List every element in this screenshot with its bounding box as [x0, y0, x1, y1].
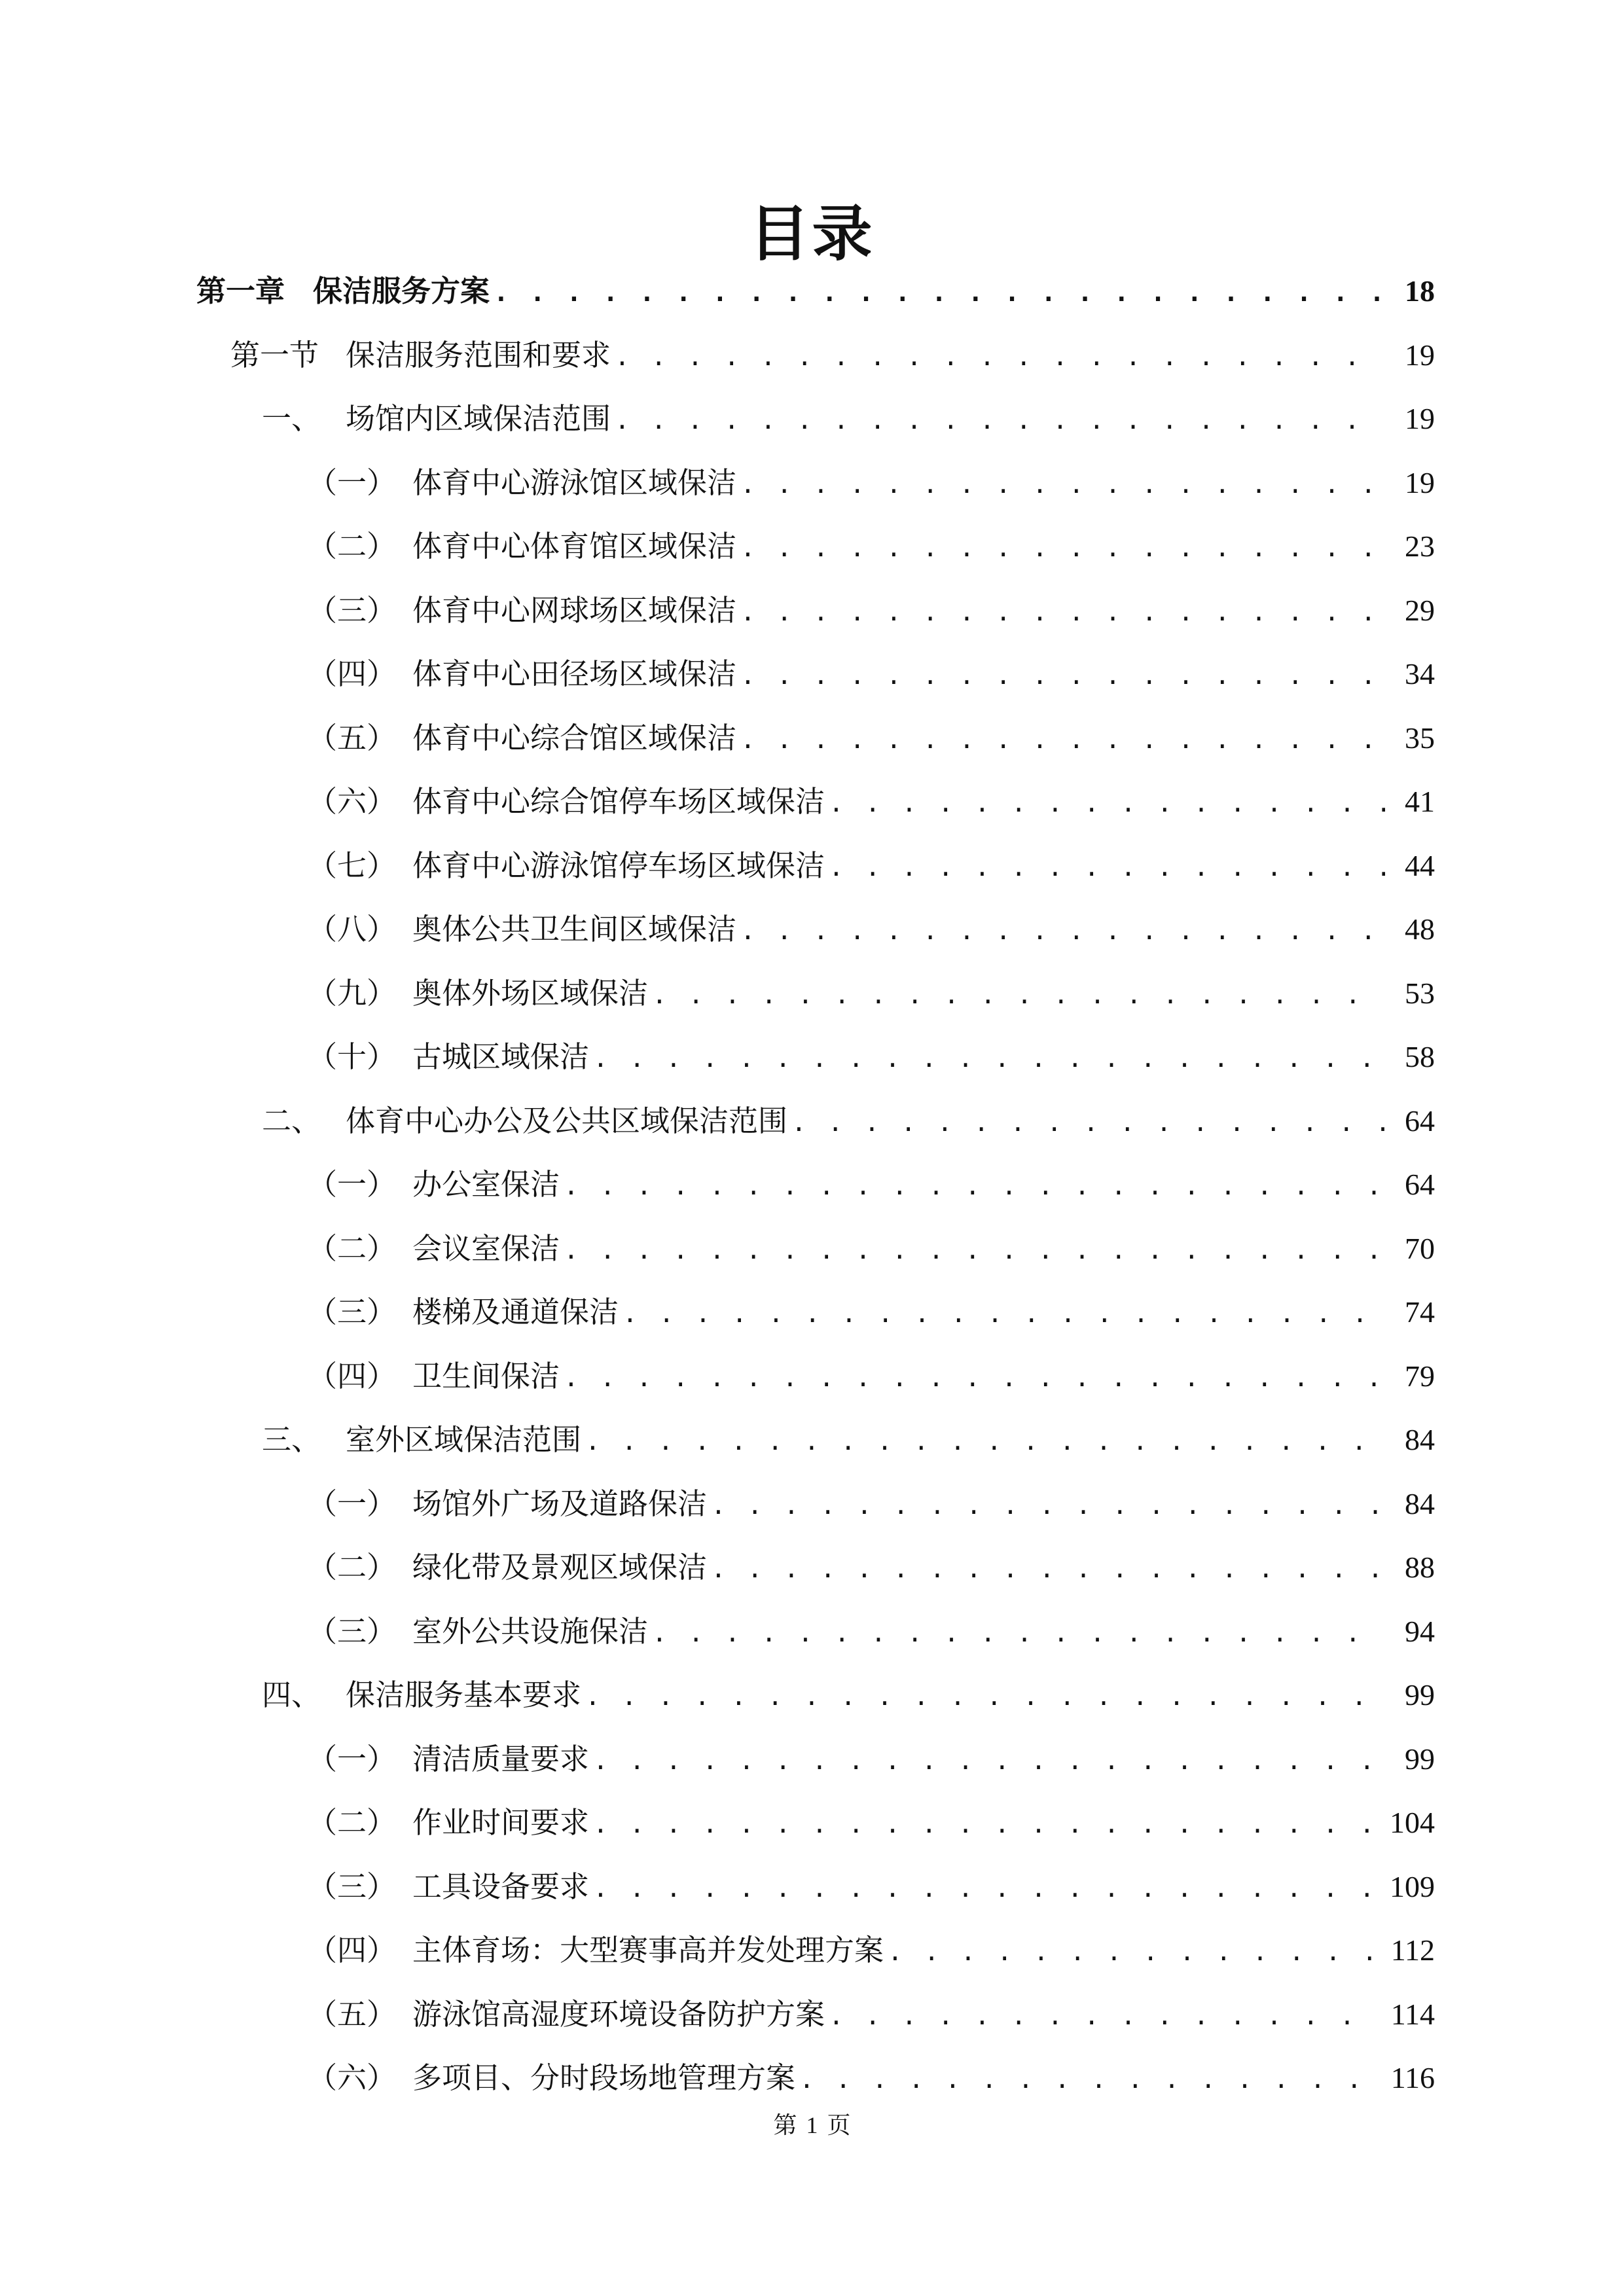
toc-dot-leader [829, 1993, 1380, 2039]
toc-dot-leader [564, 1227, 1385, 1273]
toc-entry[interactable] [308, 1864, 1435, 1910]
toc-entry-title: 清洁质量要求 [412, 1741, 590, 1776]
toc-entry-title: 体育中心网球场区域保洁 [412, 592, 737, 628]
toc-entry[interactable] [308, 1289, 1435, 1335]
toc-entry[interactable] [262, 1098, 1435, 1144]
toc-entry-title: 室外公共设施保洁 [412, 1613, 649, 1649]
toc-entry-number: （一） [308, 1486, 397, 1521]
toc-dot-leader [564, 1163, 1385, 1209]
toc-entry[interactable] [308, 1736, 1435, 1782]
toc-entry[interactable] [230, 332, 1435, 378]
toc-entry-number: （九） [308, 975, 397, 1011]
toc-entry-number: 第一章 [196, 274, 285, 308]
toc-entry-title: 工具设备要求 [412, 1869, 590, 1904]
toc-entry[interactable] [308, 971, 1435, 1016]
toc-entry-number: （二） [308, 1550, 397, 1585]
toc-dot-leader [593, 1801, 1379, 1847]
toc-entry-number: 第一节 [230, 337, 319, 372]
toc-entry-title: 场馆内区域保洁范围 [346, 401, 611, 436]
toc-entry-page-number: 94 [1405, 1614, 1435, 1648]
toc-entry[interactable] [308, 1545, 1435, 1590]
toc-dot-leader [652, 972, 1385, 1018]
toc-entry-title: 办公室保洁 [412, 1167, 560, 1202]
footer-suffix: 页 [827, 2112, 851, 2139]
toc-entry[interactable] [196, 268, 1435, 314]
toc-entry-page-number: 34 [1405, 657, 1435, 691]
toc-entry-title: 游泳馆高湿度环境设备防护方案 [412, 1996, 825, 2032]
toc-entry[interactable] [262, 1672, 1435, 1718]
toc-dot-leader [615, 397, 1385, 443]
toc-dot-leader [888, 1929, 1380, 1975]
toc-entry[interactable] [308, 1800, 1435, 1846]
toc-dot-leader [593, 1035, 1385, 1081]
toc-dot-leader [593, 1865, 1379, 1911]
toc-entry-title: 会议室保洁 [412, 1230, 560, 1266]
toc-entry-page-number: 64 [1405, 1168, 1435, 1201]
toc-dot-leader [829, 780, 1385, 826]
toc-entry-number: （三） [308, 1295, 397, 1329]
toc-entry-number: （五） [308, 1996, 397, 2032]
toc-entry-title: 多项目、分时段场地管理方案 [412, 2060, 796, 2095]
toc-dot-leader [740, 717, 1385, 762]
toc-dot-leader [740, 589, 1385, 635]
toc-entry-page-number: 44 [1405, 848, 1435, 882]
toc-dot-leader [791, 1100, 1385, 1145]
toc-entry-title: 体育中心游泳馆停车场区域保洁 [412, 848, 825, 883]
toc-entry-number: （六） [308, 2060, 397, 2095]
toc-dot-leader [494, 270, 1385, 315]
toc-entry-page-number: 41 [1405, 785, 1435, 818]
toc-entry-page-number: 88 [1405, 1551, 1435, 1584]
toc-entry-page-number: 114 [1390, 1997, 1435, 2031]
toc-entry-title: 体育中心游泳馆区域保洁 [412, 465, 737, 500]
toc-entry-page-number: 70 [1405, 1231, 1435, 1265]
toc-dot-leader [652, 1610, 1385, 1656]
toc-entry-title: 奥体公共卫生间区域保洁 [412, 912, 737, 946]
toc-entry-number: （三） [308, 592, 397, 628]
toc-dot-leader [740, 653, 1385, 698]
toc-entry-page-number: 109 [1390, 1869, 1435, 1903]
toc-entry-title: 楼梯及通道保洁 [412, 1295, 619, 1329]
toc-entry-title: 体育中心田径场区域保洁 [412, 656, 737, 691]
toc-entry-title: 主体育场：大型赛事高并发处理方案 [412, 1933, 884, 1967]
page-title: 目录 [749, 198, 875, 269]
toc-entry-page-number: 84 [1405, 1486, 1435, 1520]
toc-entry-page-number: 35 [1405, 721, 1435, 755]
toc-dot-leader [585, 1674, 1385, 1719]
toc-dot-leader [711, 1482, 1385, 1528]
toc-entry-number: （六） [308, 784, 397, 819]
toc-entry[interactable] [308, 779, 1435, 825]
toc-entry-page-number: 29 [1405, 593, 1435, 627]
toc-entry-page-number: 99 [1405, 1742, 1435, 1776]
toc-entry-page-number: 23 [1405, 529, 1435, 563]
toc-entry-title: 作业时间要求 [412, 1805, 590, 1840]
toc-entry-number: （八） [308, 912, 397, 946]
toc-entry-number: （十） [308, 1039, 397, 1074]
toc-dot-leader [615, 334, 1385, 380]
toc-entry-page-number: 48 [1405, 912, 1435, 946]
toc-entry-page-number: 74 [1405, 1295, 1435, 1329]
toc-dot-leader [593, 1738, 1385, 1784]
toc-entry-number: 四、 [262, 1677, 321, 1712]
toc-entry-page-number: 58 [1405, 1040, 1435, 1073]
toc-entry-title: 卫生间保洁 [412, 1358, 560, 1393]
toc-entry-number: （五） [308, 720, 397, 755]
toc-entry-title: 绿化带及景观区域保洁 [412, 1550, 708, 1585]
toc-entry-page-number: 64 [1405, 1103, 1435, 1138]
toc-entry-page-number: 99 [1405, 1678, 1435, 1712]
toc-entry-title: 奥体外场区域保洁 [412, 975, 649, 1011]
toc-entry[interactable] [308, 1481, 1435, 1527]
toc-entry[interactable] [308, 1226, 1435, 1272]
toc-entry-number: （四） [308, 1358, 397, 1393]
toc-entry-page-number: 79 [1405, 1359, 1435, 1393]
toc-entry-number: （三） [308, 1869, 397, 1904]
toc-entry[interactable] [308, 524, 1435, 569]
toc-dot-leader [740, 525, 1385, 571]
toc-entry[interactable] [308, 588, 1435, 634]
toc-dot-leader [711, 1546, 1385, 1592]
toc-entry-title: 保洁服务方案 [313, 274, 490, 308]
toc-entry[interactable] [262, 1417, 1435, 1463]
toc-entry-number: （一） [308, 1741, 397, 1776]
toc-entry-page-number: 53 [1405, 976, 1435, 1010]
toc-dot-leader [564, 1355, 1385, 1401]
toc-entry-number: （七） [308, 848, 397, 883]
toc-entry-page-number: 116 [1390, 2061, 1435, 2094]
toc-entry-page-number: 19 [1405, 338, 1435, 372]
toc-dot-leader [740, 461, 1385, 507]
toc-entry-number: 二、 [262, 1103, 321, 1138]
toc-entry-page-number: 18 [1405, 274, 1435, 308]
toc-entry-page-number: 112 [1390, 1933, 1435, 1967]
toc-dot-leader [829, 844, 1385, 890]
toc-entry[interactable] [308, 1162, 1435, 1208]
toc-entry[interactable] [308, 1928, 1435, 1973]
toc-entry[interactable] [308, 651, 1435, 697]
toc-entry-title: 室外区域保洁范围 [346, 1422, 582, 1457]
toc-dot-leader [740, 908, 1385, 954]
toc-entry-number: （三） [308, 1613, 397, 1649]
toc-entry[interactable] [308, 1354, 1435, 1399]
toc-entry[interactable] [308, 1992, 1435, 2037]
toc-entry-title: 保洁服务基本要求 [346, 1677, 582, 1712]
toc-entry-number: 三、 [262, 1422, 321, 1457]
toc-entry-title: 古城区域保洁 [412, 1039, 590, 1074]
toc-entry[interactable] [308, 1609, 1435, 1655]
toc-entry-number: （二） [308, 529, 397, 564]
toc-entry-title: 体育中心综合馆停车场区域保洁 [412, 784, 825, 819]
toc-entry-number: （四） [308, 1933, 397, 1967]
toc-entry-number: （二） [308, 1230, 397, 1266]
toc-entry-title: 体育中心办公及公共区域保洁范围 [346, 1103, 788, 1138]
toc-entry-page-number: 84 [1405, 1423, 1435, 1456]
footer-page-number: 1 [806, 2112, 818, 2138]
toc-dot-leader [585, 1418, 1385, 1464]
toc-entry-page-number: 19 [1405, 402, 1435, 435]
toc-entry-page-number: 19 [1405, 465, 1435, 499]
toc-entry-number: （一） [308, 1167, 397, 1202]
footer-prefix: 第 [773, 2112, 797, 2139]
toc-entry-number: （四） [308, 656, 397, 691]
toc-dot-leader [623, 1291, 1385, 1336]
toc-entry-number: （二） [308, 1805, 397, 1840]
toc-entry[interactable] [308, 1034, 1435, 1080]
toc-dot-leader [799, 2056, 1380, 2102]
toc-entry-title: 保洁服务范围和要求 [346, 337, 611, 372]
toc-entry[interactable] [308, 460, 1435, 506]
toc-entry-title: 场馆外广场及道路保洁 [412, 1486, 708, 1521]
toc-entry[interactable] [308, 843, 1435, 889]
toc-entry-number: （一） [308, 465, 397, 500]
toc-entry[interactable] [308, 2055, 1435, 2101]
toc-entry-page-number: 104 [1390, 1806, 1435, 1839]
toc-entry[interactable] [262, 396, 1435, 442]
page-footer [0, 2109, 1624, 2142]
toc-entry[interactable] [308, 906, 1435, 952]
toc-entry-title: 体育中心综合馆区域保洁 [412, 720, 737, 755]
toc-entry-title: 体育中心体育馆区域保洁 [412, 529, 737, 564]
toc-entry-number: 一、 [262, 401, 321, 436]
toc-entry[interactable] [308, 715, 1435, 761]
